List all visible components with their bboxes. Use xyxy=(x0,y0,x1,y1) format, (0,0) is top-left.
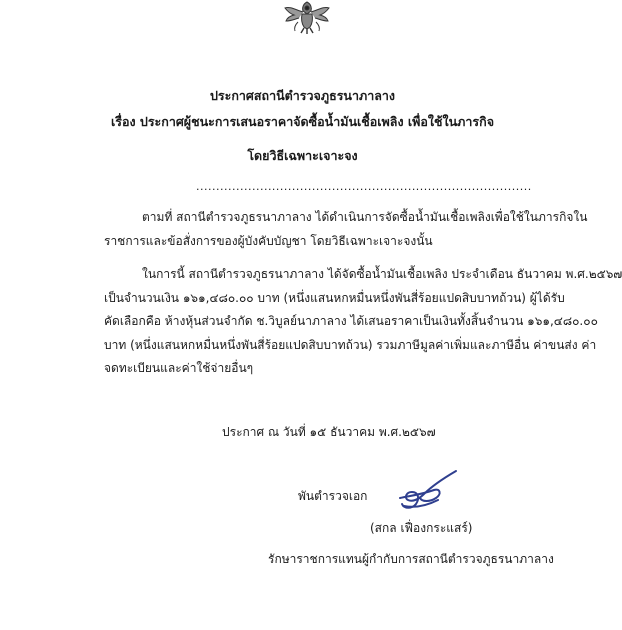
announcement-date: ประกาศ ณ วันที่ ๑๕ ธันวาคม พ.ศ.๒๕๖๗ xyxy=(222,425,436,439)
paragraph-1 xyxy=(104,206,588,253)
signer-rank: พันตำรวจเอก xyxy=(298,489,368,503)
paragraph-2-line: จดทะเบียนและค่าใช้จ่ายอื่นๆ xyxy=(104,361,254,375)
garuda-emblem-icon xyxy=(282,0,332,34)
paragraph-2 xyxy=(104,263,622,381)
handwritten-signature-icon xyxy=(390,468,462,514)
procurement-method: โดยวิธีเฉพาะเจาะจง xyxy=(247,148,358,163)
signer-name: (สกล เฟื่องกระแสร์) xyxy=(370,521,473,535)
paragraph-2-line: ในการนี้ สถานีตำรวจภูธรนาภาลาง ได้จัดซื้อน้ำมันเชื้อเพลิง ประจำเดือน ธันวาคม พ.ศ.๒๕๖๗ xyxy=(142,267,622,281)
separator-line: .................................................................................... xyxy=(196,180,532,193)
signer-position: รักษาราชการแทนผู้กำกับการสถานีตำรวจภูธรนาภาลาง xyxy=(268,552,554,566)
paragraph-1-line: ตามที่ สถานีตำรวจภูธรนาภาลาง ได้ดำเนินการจัดซื้อน้ำมันเชื้อเพลิงเพื่อใช้ในภารกิจใน xyxy=(142,210,588,224)
agency-heading: ประกาศสถานีตำรวจภูธรนาภาลาง xyxy=(209,88,396,103)
paragraph-2-line: คัดเลือกคือ ห้างหุ้นส่วนจำกัด ช.วิบูลย์นาภาลาง ได้เสนอราคาเป็นเงินทั้งสิ้นจำนวน ๑๖๑,๔๘๐.๐๐ xyxy=(104,314,598,328)
paragraph-1-line: ราชการและข้อสั่งการของผู้บังคับบัญชา โดยวิธีเฉพาะเจาะจงนั้น xyxy=(104,233,433,248)
paragraph-2-line: บาท (หนึ่งแสนหกหมื่นหนึ่งพันสี่ร้อยแปดสิบบาทถ้วน) รวมภาษีมูลค่าเพิ่มและภาษีอื่น ค่าขนส่ง ค่า xyxy=(104,337,597,352)
subject-heading: เรื่อง ประกาศผู้ชนะการเสนอราคาจัดซื้อน้ำมันเชื้อเพลิง เพื่อใช้ในภารกิจ xyxy=(110,114,495,129)
paragraph-2-line: เป็นจำนวนเงิน ๑๖๑,๔๘๐.๐๐ บาท (หนึ่งแสนหกหมื่นหนึ่งพันสี่ร้อยแปดสิบบาทถ้วน) ผู้ได้รับ xyxy=(104,290,565,305)
